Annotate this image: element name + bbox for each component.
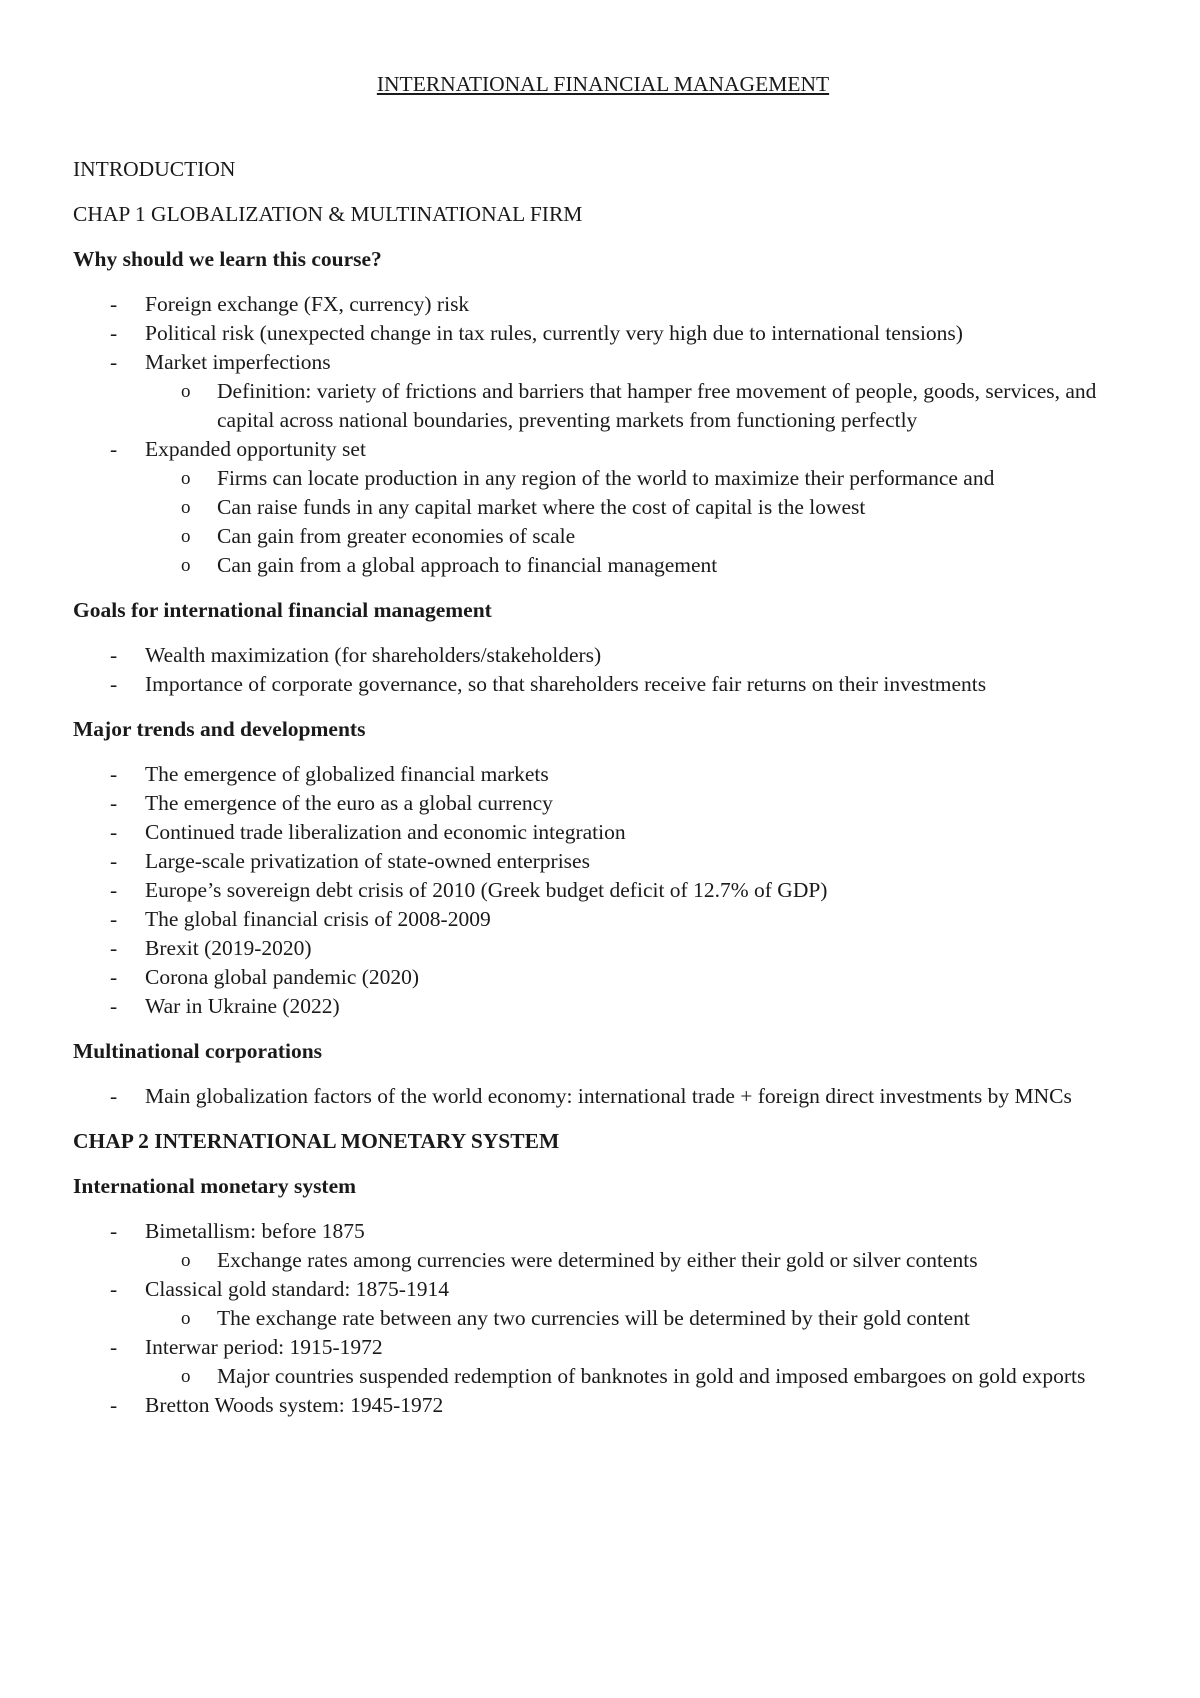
- list-item: - Corona global pandemic (2020): [110, 965, 420, 989]
- list-item: - Importance of corporate governance, so that shareholders receive fair returns on their investments: [110, 672, 987, 696]
- sub-list: [145, 1246, 1133, 1275]
- sub-list-item: o The exchange rate between any two currencies will be determined by their gold content: [181, 1306, 970, 1330]
- chapter-2-heading: CHAP 2 INTERNATIONAL MONETARY SYSTEM: [73, 1129, 560, 1153]
- sub-list-item: o Major countries suspended redemption of banknotes in gold and imposed embargoes on gold exports: [181, 1364, 1086, 1388]
- sub-list: [145, 1362, 1133, 1391]
- list-item: - War in Ukraine (2022): [110, 994, 340, 1018]
- why-learn-list: [73, 290, 1133, 580]
- sub-list: [145, 1304, 1133, 1333]
- goals-list: [73, 641, 1133, 699]
- introduction-heading: INTRODUCTION: [73, 157, 236, 181]
- list-item: - The emergence of the euro as a global currency: [110, 791, 553, 815]
- sub-list-item: o Exchange rates among currencies were determined by either their gold or silver contents: [181, 1248, 978, 1272]
- why-learn-heading: Why should we learn this course?: [73, 247, 382, 271]
- list-item: - Continued trade liberalization and economic integration: [110, 820, 626, 844]
- list-item: - The global financial crisis of 2008-2009: [110, 907, 491, 931]
- list-item: - Wealth maximization (for shareholders/stakeholders): [110, 643, 602, 667]
- sub-list-item: o Can gain from greater economies of scale: [181, 524, 576, 548]
- sub-list-item: o Firms can locate production in any region of the world to maximize their performance and: [181, 466, 995, 490]
- list-item: - Classical gold standard: 1875-1914 o The exchange rate between any two currencies will be determined by their gold content: [73, 1275, 1133, 1333]
- document-page: [73, 70, 1133, 1436]
- list-item: - Bretton Woods system: 1945-1972: [110, 1393, 444, 1417]
- mnc-heading: Multinational corporations: [73, 1039, 323, 1063]
- list-item: - Brexit (2019-2020): [110, 936, 312, 960]
- list-item: - Market imperfections o Definition: variety of frictions and barriers that hamper free movement of people, goods, services, and capital across national boundaries, preventing markets from functioning perfectly: [73, 348, 1133, 435]
- list-item: - Large-scale privatization of state-owned enterprises: [110, 849, 590, 873]
- list-item: - The emergence of globalized financial markets: [110, 762, 549, 786]
- list-item: - Main globalization factors of the world economy: international trade + foreign direct investments by MNCs: [110, 1084, 1072, 1108]
- list-item: - Political risk (unexpected change in tax rules, currently very high due to international tensions): [110, 321, 963, 345]
- ims-heading: International monetary system: [73, 1174, 357, 1198]
- sub-list-item: o Can gain from a global approach to financial management: [181, 553, 718, 577]
- list-item: - Foreign exchange (FX, currency) risk: [110, 292, 470, 316]
- goals-heading: Goals for international financial management: [73, 598, 492, 622]
- list-item: - Bimetallism: before 1875 o Exchange rates among currencies were determined by either their gold or silver contents: [73, 1217, 1133, 1275]
- mnc-list: [73, 1082, 1133, 1111]
- document-title: INTERNATIONAL FINANCIAL MANAGEMENT: [376, 72, 830, 96]
- list-item: - Interwar period: 1915-1972 o Major countries suspended redemption of banknotes in gold and imposed embargoes on gold exports: [73, 1333, 1133, 1391]
- sub-list-item: o Definition: variety of frictions and barriers that hamper free movement of people, goods, services, and capital across national boundaries, preventing markets from functioning perfectly: [181, 379, 1097, 432]
- list-item: - Expanded opportunity set o Firms can locate production in any region of the world to maximize their performance and o Can raise funds in any capital market where the cost of capital is the lowest o Can gain from greater economies of scale o Can gain from a global approach to financial management: [73, 435, 1133, 580]
- list-item: - Europe’s sovereign debt crisis of 2010 (Greek budget deficit of 12.7% of GDP): [110, 878, 828, 902]
- ims-list: [73, 1217, 1133, 1420]
- sub-list-item: o Can raise funds in any capital market where the cost of capital is the lowest: [181, 495, 866, 519]
- sub-list: [145, 464, 1133, 580]
- sub-list: [145, 377, 1133, 435]
- trends-heading: Major trends and developments: [73, 717, 366, 741]
- chapter-1-heading: CHAP 1 GLOBALIZATION & MULTINATIONAL FIRM: [73, 202, 583, 226]
- trends-list: [73, 760, 1133, 1021]
